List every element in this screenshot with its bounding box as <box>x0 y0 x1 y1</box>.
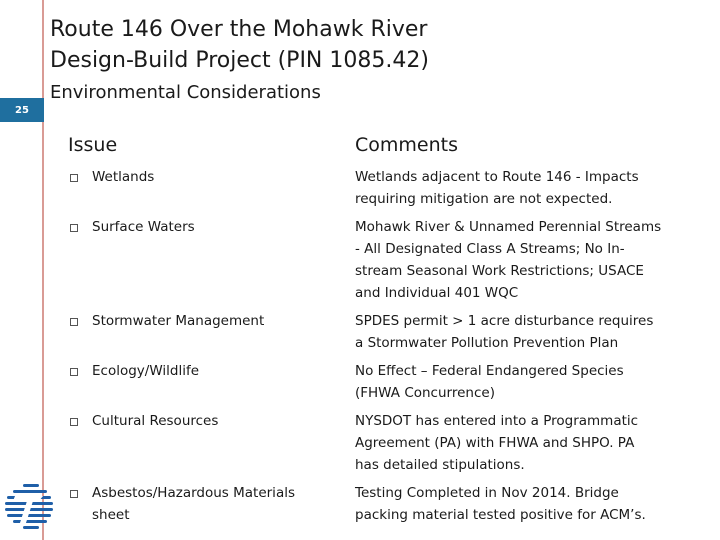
comment-text: Testing Completed in Nov 2014. Bridge packing material tested positive for ACM’s. <box>355 485 646 523</box>
issue-column-header: Issue <box>68 134 118 156</box>
slide-title <box>50 14 690 76</box>
title-line-1: Route 146 Over the Mohawk River <box>50 17 428 42</box>
slide-number: 25 <box>0 98 44 122</box>
square-bullet-icon <box>70 418 78 426</box>
comment-text: Mohawk River & Unnamed Perennial Streams - All Designated Class A Streams; No In- stream Seasonal Work Restrictions; USACE and Individual 401 WQC <box>355 219 662 301</box>
square-bullet-icon <box>70 174 78 182</box>
comment-text: Wetlands adjacent to Route 146 - Impacts requiring mitigation are not expected. <box>355 169 639 207</box>
title-line-2: Design-Build Project (PIN 1085.42) <box>50 48 429 73</box>
comment-text: NYSDOT has entered into a Programmatic Agreement (PA) with FHWA and SHPO. PA has detailed stipulations. <box>355 413 639 473</box>
left-accent-bar <box>42 0 44 540</box>
comment-text: No Effect – Federal Endangered Species (FHWA Concurrence) <box>355 363 624 401</box>
issue-text: Ecology/Wildlife <box>92 363 200 379</box>
issue-text: Stormwater Management <box>92 313 265 329</box>
nysdot-logo-icon <box>3 482 55 532</box>
square-bullet-icon <box>70 224 78 232</box>
issue-text: Surface Waters <box>92 219 195 235</box>
slide-subtitle: Environmental Considerations <box>50 82 321 103</box>
comments-column-header: Comments <box>355 134 458 156</box>
square-bullet-icon <box>70 490 78 498</box>
issue-text: Cultural Resources <box>92 413 219 429</box>
comment-text: SPDES permit > 1 acre disturbance requires a Stormwater Pollution Prevention Plan <box>355 313 654 351</box>
square-bullet-icon <box>70 368 78 376</box>
square-bullet-icon <box>70 318 78 326</box>
issue-text: Asbestos/Hazardous Materials sheet <box>92 485 295 523</box>
issue-text: Wetlands <box>92 169 155 185</box>
